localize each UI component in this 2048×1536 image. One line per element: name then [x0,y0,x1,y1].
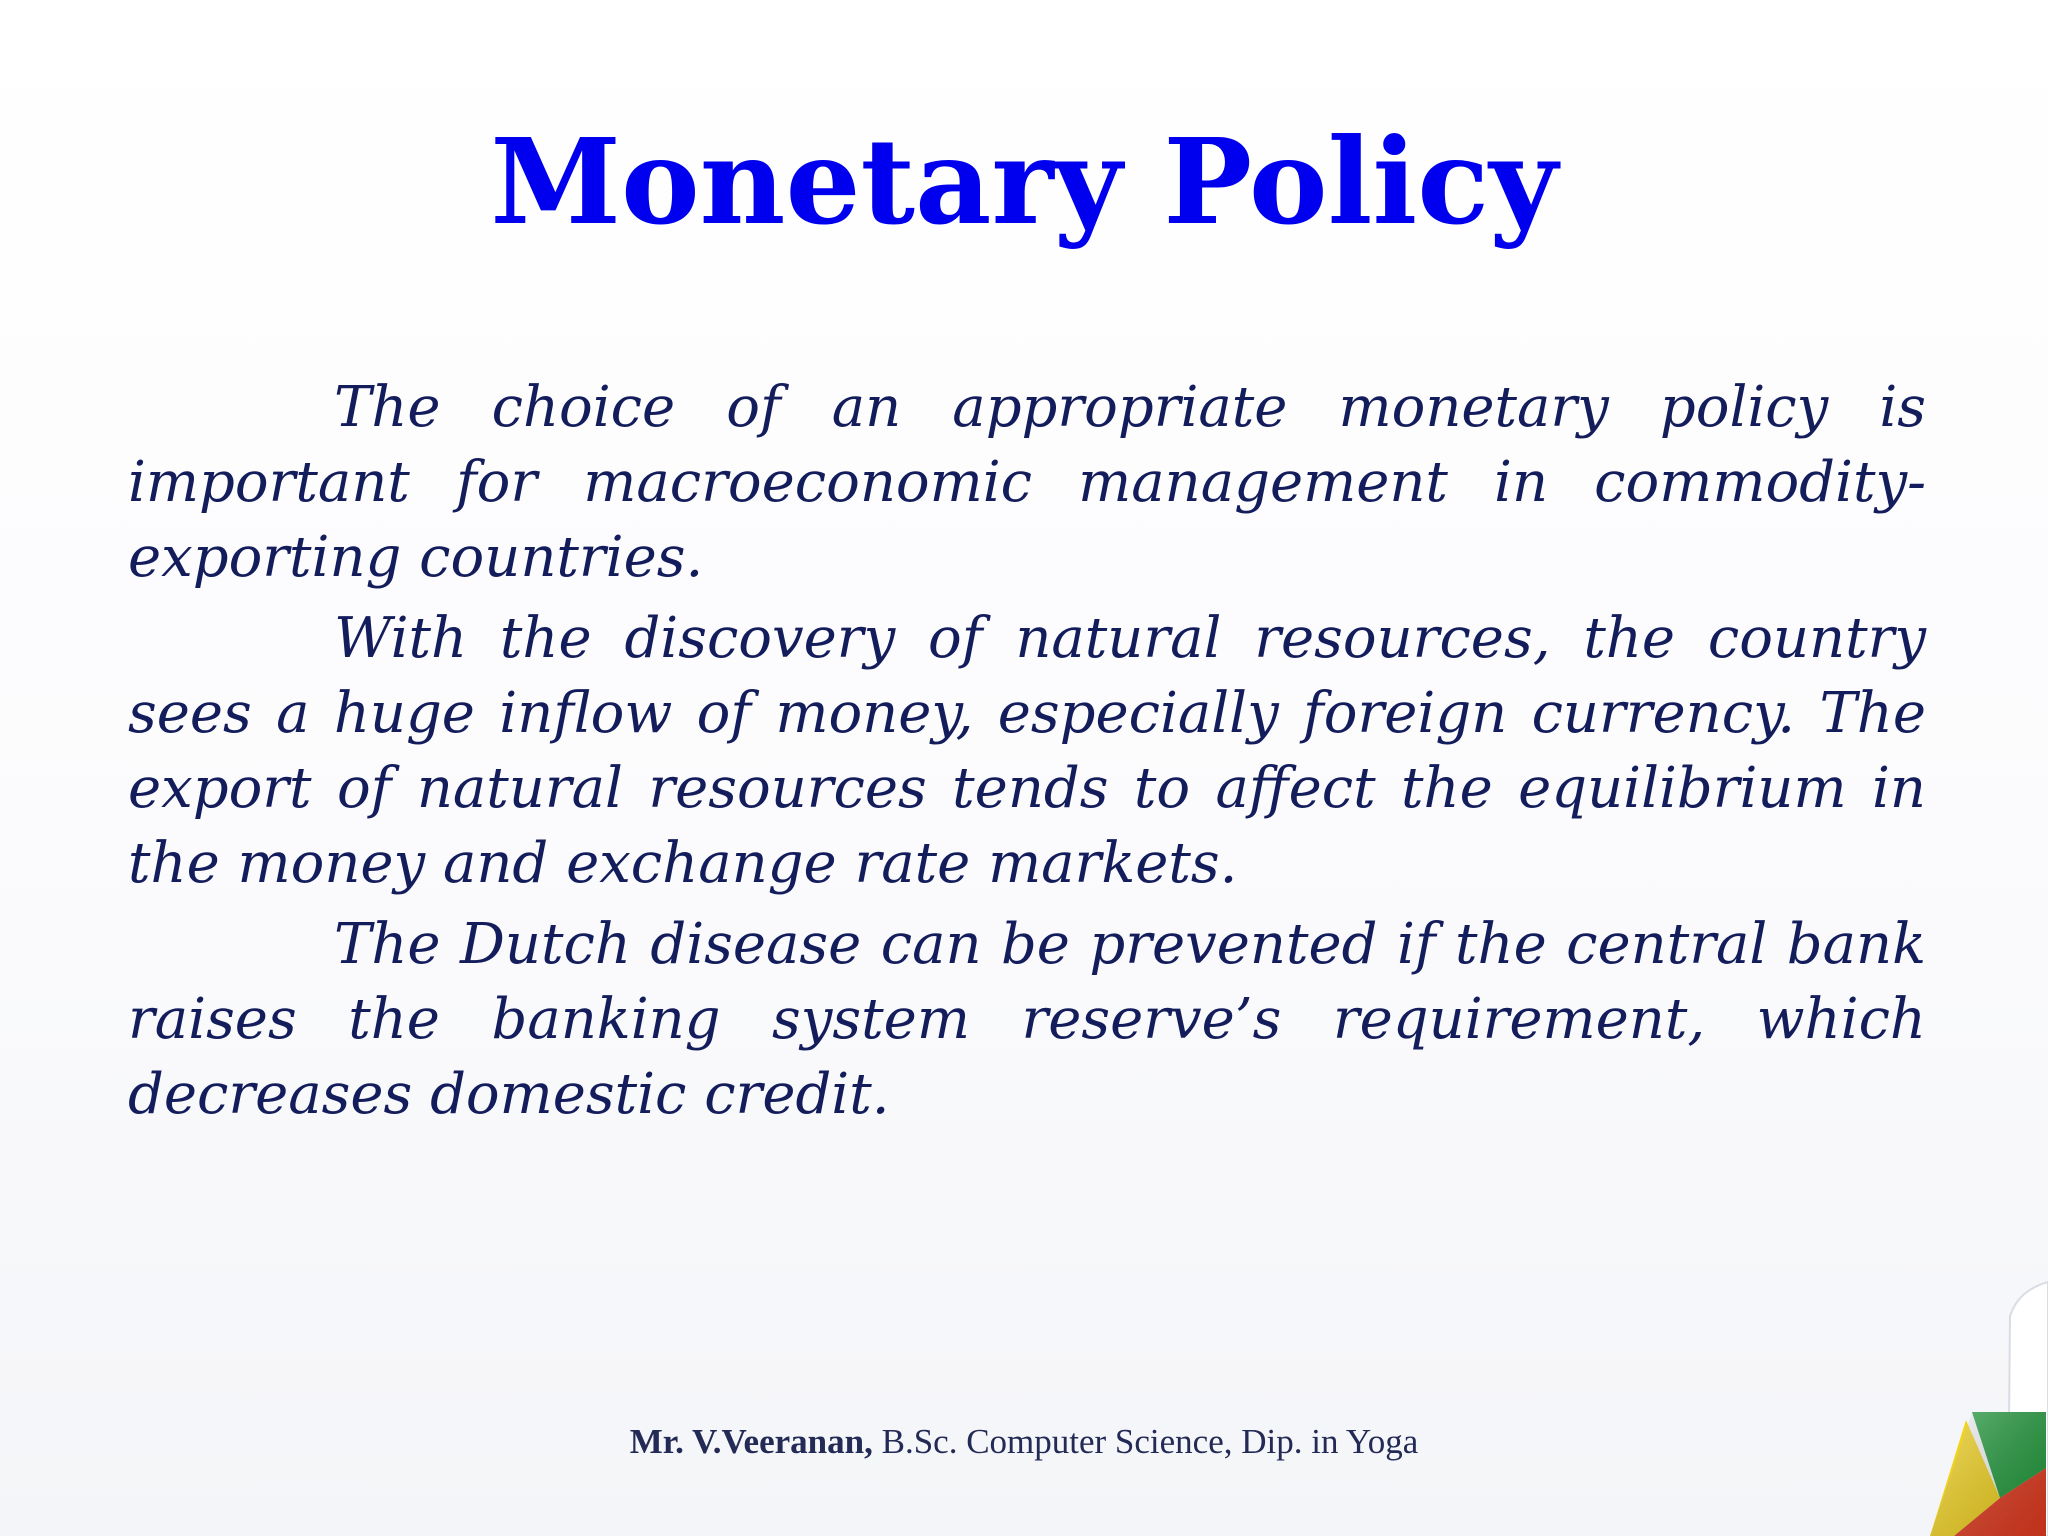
slide-footer [0,1418,2048,1466]
footer-credentials: B.Sc. Computer Science, Dip. in Yoga [872,1422,1419,1461]
paragraph-2: With the discovery of natural resources, the country sees a huge inflow of money, especially foreign currency. The export of natural resources tends to affect the equilibrium in the money and exchange rate markets. [128,606,1926,896]
slide-body [128,370,1926,1138]
footer-author: Mr. V.Veeranan, [629,1422,873,1461]
slide-title: Monetary Policy [490,112,1558,251]
corner-decoration [1868,1236,2048,1536]
paragraph-1: The choice of an appropriate monetary policy is important for macroeconomic management in commodity-exporting countries. [128,375,1926,590]
paragraph-3: The Dutch disease can be prevented if the central bank raises the banking system reserve’s requirement, which decreases domestic credit. [128,912,1926,1127]
